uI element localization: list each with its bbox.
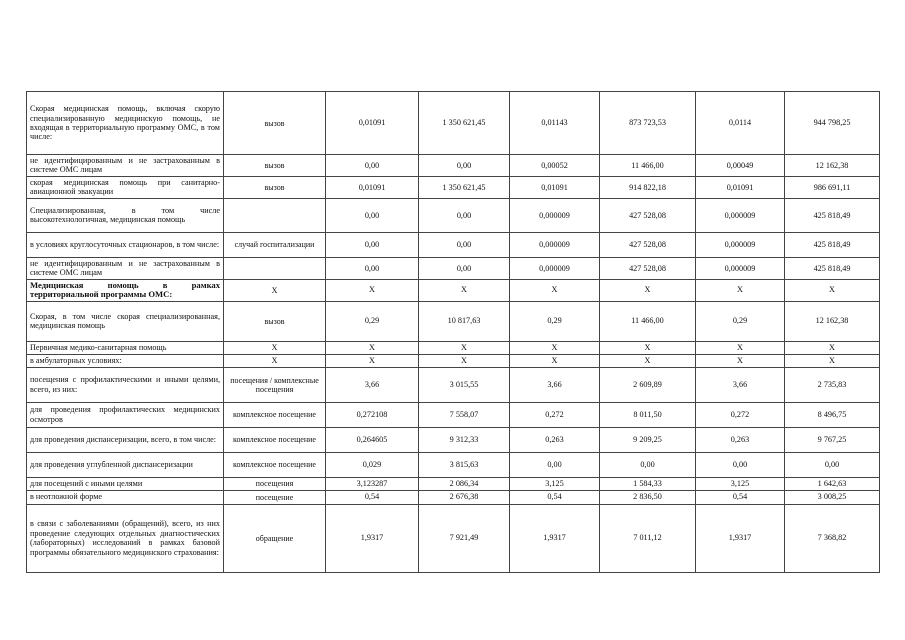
value-cell: 11 466,00 (600, 155, 696, 177)
value-cell: X (510, 354, 600, 367)
value-cell: 0,01091 (696, 176, 785, 198)
value-cell: X (600, 354, 696, 367)
value-cell: 0,54 (510, 490, 600, 504)
row-unit-cell: обращение (224, 504, 326, 572)
row-name-cell: Специализированная, в том числе высокотехнологичная, медицинская помощь (27, 198, 224, 232)
table-row (27, 257, 880, 279)
value-cell: 2 735,83 (785, 367, 880, 402)
value-cell: 1,9317 (510, 504, 600, 572)
value-cell: 0,01091 (326, 92, 419, 155)
table-row (27, 427, 880, 452)
value-cell: 0,000009 (510, 257, 600, 279)
value-cell: 0,272108 (326, 402, 419, 427)
value-cell: 7 558,07 (419, 402, 510, 427)
value-cell: X (696, 341, 785, 354)
row-unit-cell (224, 198, 326, 232)
value-cell: 1 584,33 (600, 477, 696, 490)
value-cell: 0,00 (419, 155, 510, 177)
row-unit-cell: вызов (224, 301, 326, 341)
table-row (27, 279, 880, 301)
value-cell: 2 836,50 (600, 490, 696, 504)
value-cell: 2 086,34 (419, 477, 510, 490)
value-cell: 0,000009 (696, 232, 785, 257)
table-row (27, 176, 880, 198)
value-cell: 0,263 (510, 427, 600, 452)
row-unit-cell: вызов (224, 155, 326, 177)
table-row (27, 402, 880, 427)
value-cell: 9 767,25 (785, 427, 880, 452)
value-cell: X (785, 354, 880, 367)
value-cell: X (600, 279, 696, 301)
value-cell: 425 818,49 (785, 232, 880, 257)
value-cell: X (419, 279, 510, 301)
value-cell: 0,272 (696, 402, 785, 427)
row-unit-cell: комплексное посещение (224, 427, 326, 452)
value-cell: 0,29 (696, 301, 785, 341)
value-cell: 3 008,25 (785, 490, 880, 504)
value-cell: 3,66 (696, 367, 785, 402)
row-unit-cell: посещение (224, 490, 326, 504)
row-name-cell: в связи с заболеваниями (обращений), всего, из них проведение следующих отдельных диагностических (лабораторных) исследований в рамках базовой программы обязательного медицинского страхования: (27, 504, 224, 572)
value-cell: 0,000009 (696, 257, 785, 279)
value-cell: 0,000009 (696, 198, 785, 232)
table-row (27, 198, 880, 232)
value-cell: 427 528,08 (600, 198, 696, 232)
value-cell: 0,00 (510, 452, 600, 477)
value-cell: 0,00 (326, 257, 419, 279)
table-body (27, 92, 880, 573)
table-row (27, 232, 880, 257)
value-cell: X (600, 341, 696, 354)
value-cell: X (785, 341, 880, 354)
value-cell: 0,00 (419, 198, 510, 232)
value-cell: 3,66 (510, 367, 600, 402)
row-name-cell: в амбулаторных условиях: (27, 354, 224, 367)
row-unit-cell: посещения / комплексные посещения (224, 367, 326, 402)
value-cell: 914 822,18 (600, 176, 696, 198)
row-name-cell: в неотложной форме (27, 490, 224, 504)
value-cell: 427 528,08 (600, 257, 696, 279)
row-unit-cell (224, 257, 326, 279)
value-cell: 0,264605 (326, 427, 419, 452)
table-row (27, 477, 880, 490)
value-cell: 0,00049 (696, 155, 785, 177)
value-cell: 0,000009 (510, 198, 600, 232)
row-name-cell: в условиях круглосуточных стационаров, в том числе: (27, 232, 224, 257)
value-cell: 425 818,49 (785, 257, 880, 279)
value-cell: X (326, 341, 419, 354)
value-cell: 8 011,50 (600, 402, 696, 427)
value-cell: 0,00 (785, 452, 880, 477)
value-cell: 0,0114 (696, 92, 785, 155)
row-name-cell: для посещений с иными целями (27, 477, 224, 490)
value-cell: X (510, 279, 600, 301)
value-cell: X (419, 341, 510, 354)
value-cell: 425 818,49 (785, 198, 880, 232)
value-cell: 3,125 (696, 477, 785, 490)
value-cell: 1 350 621,45 (419, 92, 510, 155)
table-row (27, 354, 880, 367)
value-cell: 986 691,11 (785, 176, 880, 198)
value-cell: 7 368,82 (785, 504, 880, 572)
row-unit-cell: вызов (224, 176, 326, 198)
value-cell: 0,00 (326, 198, 419, 232)
row-name-cell: посещения с профилактическими и иными целями, всего, из них: (27, 367, 224, 402)
table-row (27, 490, 880, 504)
value-cell: 3,125 (510, 477, 600, 490)
value-cell: 0,029 (326, 452, 419, 477)
value-cell: 1,9317 (696, 504, 785, 572)
value-cell: 0,29 (510, 301, 600, 341)
table-row (27, 452, 880, 477)
row-unit-cell: X (224, 341, 326, 354)
value-cell: 7 011,12 (600, 504, 696, 572)
row-name-cell: для проведения профилактических медицинских осмотров (27, 402, 224, 427)
value-cell: 1 350 621,45 (419, 176, 510, 198)
row-unit-cell: X (224, 279, 326, 301)
value-cell: 10 817,63 (419, 301, 510, 341)
row-name-cell: Медицинская помощь в рамках территориальной программы ОМС: (27, 279, 224, 301)
value-cell: 0,000009 (510, 232, 600, 257)
value-cell: X (785, 279, 880, 301)
table-row (27, 504, 880, 572)
row-name-cell: не идентифицированным и не застрахованным в системе ОМС лицам (27, 155, 224, 177)
value-cell: 0,272 (510, 402, 600, 427)
value-cell: X (510, 341, 600, 354)
value-cell: 944 798,25 (785, 92, 880, 155)
value-cell: 0,29 (326, 301, 419, 341)
value-cell: 8 496,75 (785, 402, 880, 427)
value-cell: 3 015,55 (419, 367, 510, 402)
value-cell: 427 528,08 (600, 232, 696, 257)
value-cell: X (696, 354, 785, 367)
value-cell: 873 723,53 (600, 92, 696, 155)
row-name-cell: не идентифицированным и не застрахованным в системе ОМС лицам (27, 257, 224, 279)
value-cell: 0,54 (696, 490, 785, 504)
row-name-cell: скорая медицинская помощь при санитарно-авиационной эвакуации (27, 176, 224, 198)
row-unit-cell: комплексное посещение (224, 402, 326, 427)
row-unit-cell: X (224, 354, 326, 367)
row-name-cell: для проведения углубленной диспансеризации (27, 452, 224, 477)
value-cell: 12 162,38 (785, 155, 880, 177)
value-cell: 0,54 (326, 490, 419, 504)
value-cell: 0,00 (326, 155, 419, 177)
value-cell: 0,00 (419, 257, 510, 279)
row-unit-cell: комплексное посещение (224, 452, 326, 477)
row-name-cell: Первичная медико-санитарная помощь (27, 341, 224, 354)
value-cell: X (419, 354, 510, 367)
value-cell: 0,01091 (326, 176, 419, 198)
value-cell: 3,66 (326, 367, 419, 402)
value-cell: 0,00 (696, 452, 785, 477)
value-cell: 2 609,89 (600, 367, 696, 402)
table-row (27, 367, 880, 402)
value-cell: 3,123287 (326, 477, 419, 490)
row-name-cell: Скорая медицинская помощь, включая скорую специализированную медицинскую помощь, не входящая в территориальную программу ОМС, в том числе: (27, 92, 224, 155)
row-name-cell: для проведения диспансеризации, всего, в том числе: (27, 427, 224, 452)
value-cell: X (326, 279, 419, 301)
row-name-cell: Скорая, в том числе скорая специализированная, медицинская помощь (27, 301, 224, 341)
value-cell: X (326, 354, 419, 367)
value-cell: 2 676,38 (419, 490, 510, 504)
value-cell: 0,01143 (510, 92, 600, 155)
table-row (27, 341, 880, 354)
value-cell: 1,9317 (326, 504, 419, 572)
value-cell: 0,01091 (510, 176, 600, 198)
value-cell: 9 312,33 (419, 427, 510, 452)
value-cell: X (696, 279, 785, 301)
value-cell: 3 815,63 (419, 452, 510, 477)
row-unit-cell: посещения (224, 477, 326, 490)
value-cell: 9 209,25 (600, 427, 696, 452)
table-row (27, 92, 880, 155)
value-cell: 0,00 (419, 232, 510, 257)
value-cell: 0,00052 (510, 155, 600, 177)
value-cell: 7 921,49 (419, 504, 510, 572)
value-cell: 0,263 (696, 427, 785, 452)
value-cell: 1 642,63 (785, 477, 880, 490)
medical-care-volume-table (26, 91, 880, 573)
value-cell: 0,00 (600, 452, 696, 477)
value-cell: 0,00 (326, 232, 419, 257)
value-cell: 11 466,00 (600, 301, 696, 341)
table-row (27, 155, 880, 177)
row-unit-cell: вызов (224, 92, 326, 155)
row-unit-cell: случай госпитализации (224, 232, 326, 257)
value-cell: 12 162,38 (785, 301, 880, 341)
table-row (27, 301, 880, 341)
document-page (26, 91, 879, 573)
